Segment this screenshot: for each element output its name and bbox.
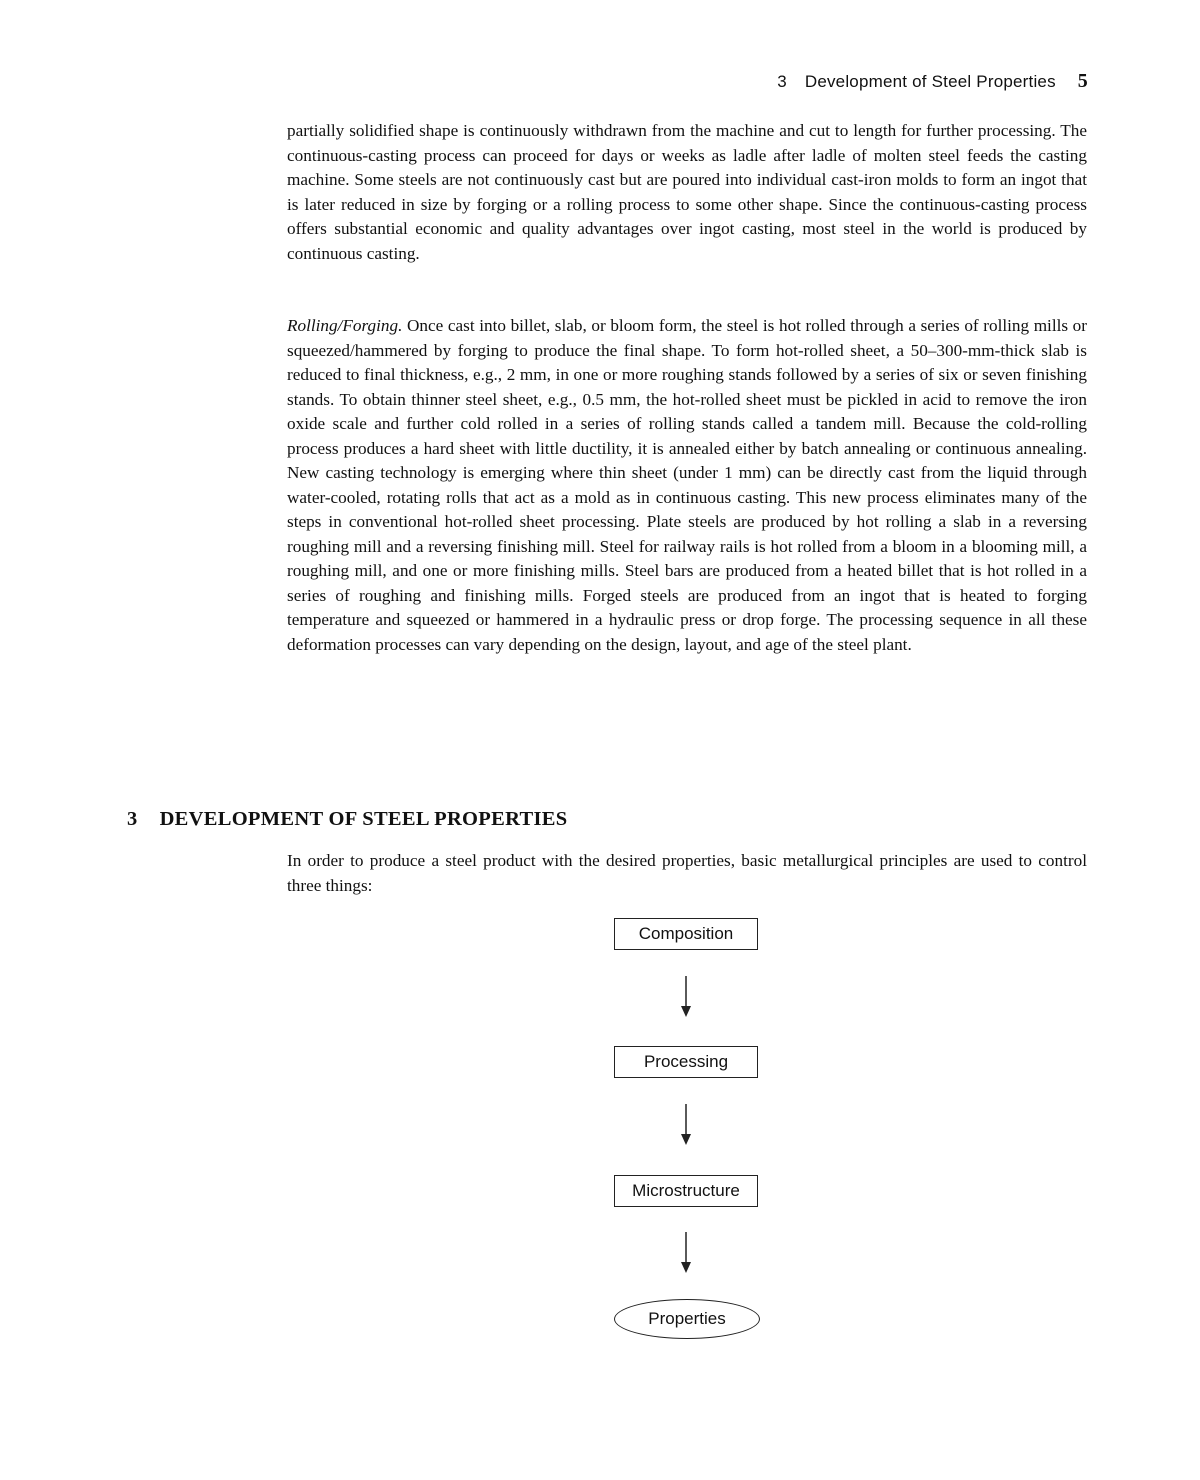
paragraph-continuous-casting: partially solidified shape is continuously withdrawn from the machine and cut to length for further processing. The continuous-casting process can proceed for days or weeks as ladle after ladle of molten steel feeds the casting machine. Some steels are not continuously cast but are poured into individual cast-iron molds to form an ingot that is later reduced in size by forging or a rolling process to some other shape. Since the continuous-casting process offers substantial economic and quality advantages over ingot casting, most steel in the world is produced by continuous casting.	[287, 121, 1087, 263]
run-in-heading: Rolling/Forging.	[287, 316, 403, 335]
paragraph-intro-principles: In order to produce a steel product with the desired properties, basic metallurgical principles are used to control three things:	[287, 851, 1087, 895]
paragraph-rolling-forging-text: Once cast into billet, slab, or bloom form, the steel is hot rolled through a series of rolling mills or squeezed/hammered by forging to produce the final shape. To form hot-rolled sheet, a 50–300-mm-thick slab is reduced to final thickness, e.g., 2 mm, in one or more roughing stands followed by a series of six or seven finishing stands. To obtain thinner steel sheet, e.g., 0.5 mm, the hot-rolled sheet must be pickled in acid to remove the iron oxide scale and further cold rolled in a series of rolling stands called a tandem mill. Because the cold-rolling process produces a hard sheet with little ductility, it is annealed either by batch annealing or continuous annealing. New casting technology is emerging where thin sheet (under 1 mm) can be directly cast from the liquid through water-cooled, rotating rolls that act as a mold as in continuous casting. This new process eliminates many of the steps in conventional hot-rolled sheet processing. Plate steels are produced by hot rolling a slab in a reversing roughing mill and a reversing finishing mill. Steel for railway rails is hot rolled from a bloom in a blooming mill, a roughing mill, and one or more finishing mills. Steel bars are produced from a heated billet that is hot rolled in a series of roughing and finishing mills. Forged steels are produced from an ingot that is heated to forging temperature and squeezed or hammered in a hydraulic press or drop forge. The processing sequence in all these deformation processes can vary depending on the design, layout, and age of the steel plant.	[287, 316, 1088, 654]
flow-box-microstructure: Microstructure	[614, 1175, 758, 1207]
flow-oval-properties: Properties	[614, 1299, 760, 1339]
paragraph-rolling-forging	[287, 314, 1087, 657]
section-number: 3	[127, 808, 138, 830]
flow-box-composition: Composition	[614, 918, 758, 950]
down-arrow-icon	[677, 976, 695, 1018]
header-chapter-number: 3	[777, 72, 787, 91]
down-arrow-icon	[677, 1232, 695, 1274]
running-header	[777, 70, 1088, 93]
flow-box-processing: Processing	[614, 1046, 758, 1078]
header-chapter-title: Development of Steel Properties	[804, 72, 1056, 91]
page-number: 5	[1077, 70, 1088, 92]
down-arrow-icon	[677, 1104, 695, 1146]
section-heading	[127, 808, 567, 831]
section-title: DEVELOPMENT OF STEEL PROPERTIES	[159, 808, 568, 830]
